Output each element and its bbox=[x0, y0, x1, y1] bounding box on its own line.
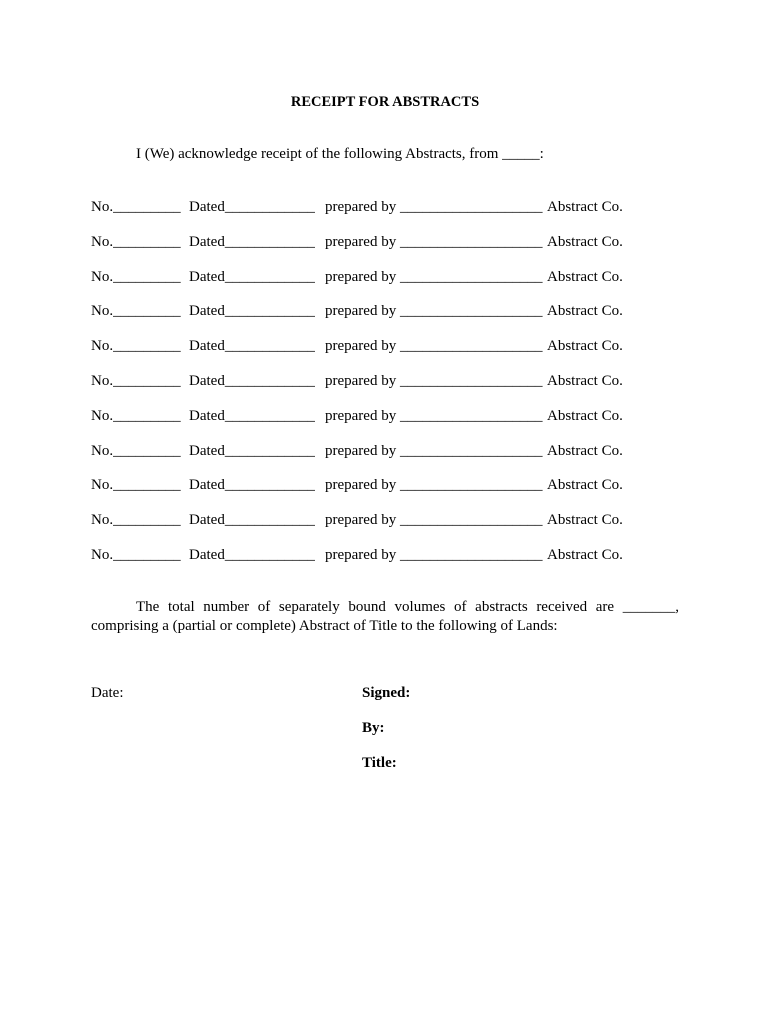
row-dated-field: Dated____________ bbox=[189, 442, 315, 459]
row-prepared-by-field: prepared by ___________________ bbox=[325, 199, 543, 215]
row-prepared-by-field: prepared by ___________________ bbox=[325, 303, 543, 320]
date-label: Date: bbox=[91, 685, 124, 701]
row-prepared-by-field: prepared by ___________________ bbox=[325, 373, 543, 389]
row-prepared-by-field: prepared by ___________________ bbox=[325, 512, 543, 529]
row-no-field: No._________ bbox=[91, 199, 181, 215]
row-dated-field: Dated____________ bbox=[189, 338, 315, 355]
row-abstract-co-label: Abstract Co. bbox=[547, 233, 623, 250]
row-prepared-by-field: prepared by ___________________ bbox=[325, 547, 543, 563]
row-no-field: No._________ bbox=[91, 442, 181, 459]
abstract-row bbox=[91, 269, 651, 289]
row-no-field: No._________ bbox=[91, 547, 181, 563]
row-dated-field: Dated____________ bbox=[189, 199, 315, 215]
row-no-field: No._________ bbox=[91, 477, 181, 494]
row-abstract-co-label: Abstract Co. bbox=[547, 512, 623, 529]
row-abstract-co-label: Abstract Co. bbox=[547, 373, 623, 389]
title-label: Title: bbox=[362, 755, 397, 771]
row-dated-field: Dated____________ bbox=[189, 547, 315, 563]
row-abstract-co-label: Abstract Co. bbox=[547, 442, 623, 459]
abstract-row bbox=[91, 512, 651, 532]
row-no-field: No._________ bbox=[91, 512, 181, 529]
row-prepared-by-field: prepared by ___________________ bbox=[325, 407, 543, 424]
abstract-row bbox=[91, 199, 651, 219]
abstract-row bbox=[91, 408, 651, 428]
abstract-row bbox=[91, 373, 651, 393]
row-dated-field: Dated____________ bbox=[189, 233, 315, 250]
row-prepared-by-field: prepared by ___________________ bbox=[325, 442, 543, 459]
total-paragraph-line-1: The total number of separately bound volumes of abstracts received are _______, bbox=[136, 599, 679, 615]
row-prepared-by-field: prepared by ___________________ bbox=[325, 477, 543, 494]
abstract-row bbox=[91, 234, 651, 254]
row-no-field: No._________ bbox=[91, 373, 181, 389]
row-abstract-co-label: Abstract Co. bbox=[547, 477, 623, 494]
row-dated-field: Dated____________ bbox=[189, 303, 315, 320]
row-no-field: No._________ bbox=[91, 268, 181, 285]
row-prepared-by-field: prepared by ___________________ bbox=[325, 268, 543, 285]
abstract-row bbox=[91, 338, 651, 358]
row-prepared-by-field: prepared by ___________________ bbox=[325, 233, 543, 250]
row-no-field: No._________ bbox=[91, 233, 181, 250]
total-paragraph-line-2: comprising a (partial or complete) Abstract of Title to the following of Lands: bbox=[91, 618, 558, 634]
row-abstract-co-label: Abstract Co. bbox=[547, 303, 623, 320]
row-no-field: No._________ bbox=[91, 303, 181, 320]
row-abstract-co-label: Abstract Co. bbox=[547, 547, 623, 563]
abstract-row bbox=[91, 303, 651, 323]
row-no-field: No._________ bbox=[91, 407, 181, 424]
row-prepared-by-field: prepared by ___________________ bbox=[325, 338, 543, 355]
row-dated-field: Dated____________ bbox=[189, 407, 315, 424]
row-abstract-co-label: Abstract Co. bbox=[547, 338, 623, 355]
abstract-row bbox=[91, 547, 651, 567]
by-label: By: bbox=[362, 720, 385, 736]
signed-label: Signed: bbox=[362, 685, 411, 701]
row-no-field: No._________ bbox=[91, 338, 181, 355]
row-dated-field: Dated____________ bbox=[189, 373, 315, 389]
row-abstract-co-label: Abstract Co. bbox=[547, 268, 623, 285]
abstract-row bbox=[91, 443, 651, 463]
row-dated-field: Dated____________ bbox=[189, 512, 315, 529]
document-title: RECEIPT FOR ABSTRACTS bbox=[290, 94, 480, 110]
abstract-row bbox=[91, 477, 651, 497]
row-abstract-co-label: Abstract Co. bbox=[547, 407, 623, 424]
row-abstract-co-label: Abstract Co. bbox=[547, 199, 623, 215]
total-volumes-paragraph bbox=[91, 598, 679, 636]
row-dated-field: Dated____________ bbox=[189, 268, 315, 285]
row-dated-field: Dated____________ bbox=[189, 477, 315, 494]
intro-sentence: I (We) acknowledge receipt of the following Abstracts, from _____: bbox=[136, 146, 544, 162]
